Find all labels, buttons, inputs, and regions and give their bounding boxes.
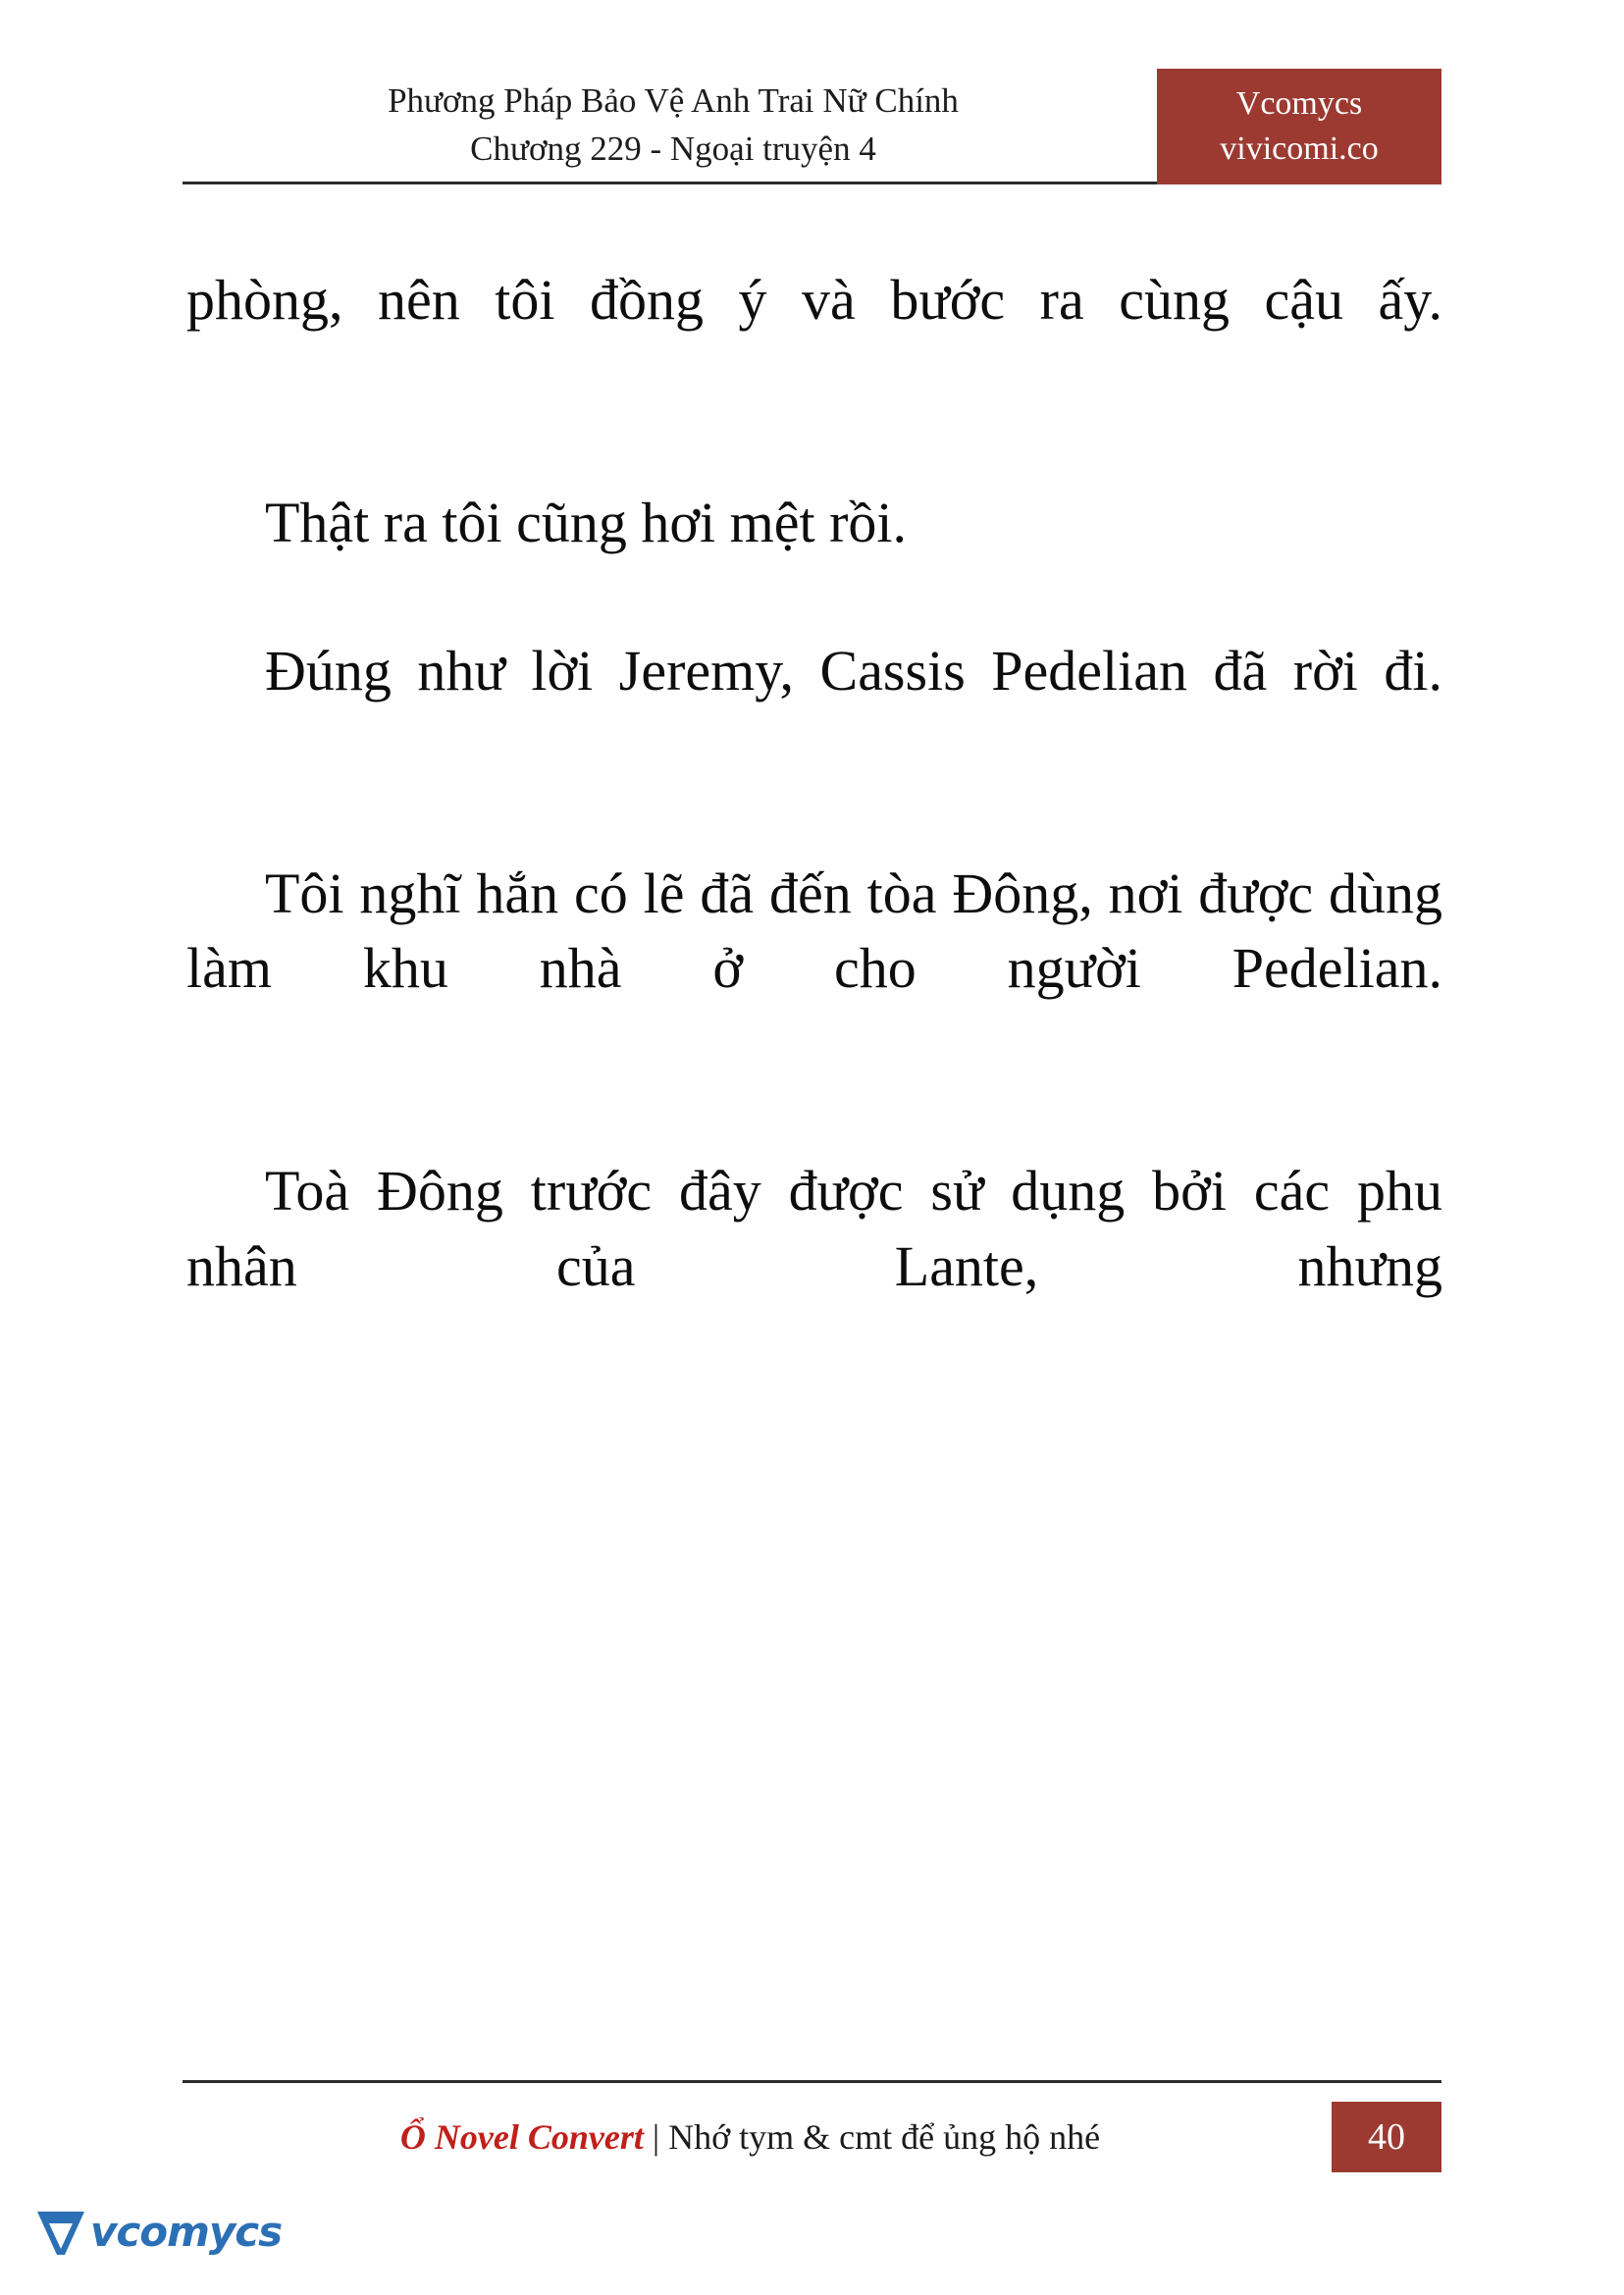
novel-title: Phương Pháp Bảo Vệ Anh Trai Nữ Chính: [388, 81, 959, 120]
footer-separator: |: [652, 2117, 660, 2157]
site-badge-url: vivicomi.co: [1220, 130, 1379, 167]
page-content: [186, 263, 1442, 1380]
page-footer: [183, 2080, 1441, 2198]
watermark-label: vcomycs: [90, 2207, 283, 2256]
chevron-logo-icon: [35, 2206, 86, 2257]
site-badge-name: Vcomycs: [1235, 85, 1363, 123]
paragraph: phòng, nên tôi đồng ý và bước ra cùng cậu ấy.: [186, 268, 1442, 332]
page-number: 40: [1332, 2102, 1441, 2172]
paragraph: Thật ra tôi cũng hơi mệt rồi.: [265, 491, 908, 555]
paragraph: Tôi nghĩ hắn có lẽ đã đến tòa Đông, nơi được dùng làm khu nhà ở cho người Pedelian.: [186, 861, 1442, 1001]
paragraph: Đúng như lời Jeremy, Cassis Pedelian đã rời đi.: [265, 638, 1442, 703]
footer-brand: Ổ Novel Convert: [399, 2117, 644, 2157]
footer-divider: [183, 2080, 1441, 2083]
watermark-logo: [35, 2190, 290, 2272]
footer-credit: [183, 2116, 1332, 2158]
paragraph: Toà Đông trước đây được sử dụng bởi các phu nhân của Lante, nhưng: [186, 1159, 1442, 1298]
footer-note: Nhớ tym & cmt để ủng hộ nhé: [668, 2117, 1101, 2157]
page-header: [183, 69, 1441, 214]
chapter-subtitle: Chương 229 - Ngoại truyện 4: [470, 130, 876, 168]
header-inner: [183, 69, 1441, 184]
site-badge: [1157, 69, 1441, 184]
footer-row: [183, 2102, 1441, 2172]
